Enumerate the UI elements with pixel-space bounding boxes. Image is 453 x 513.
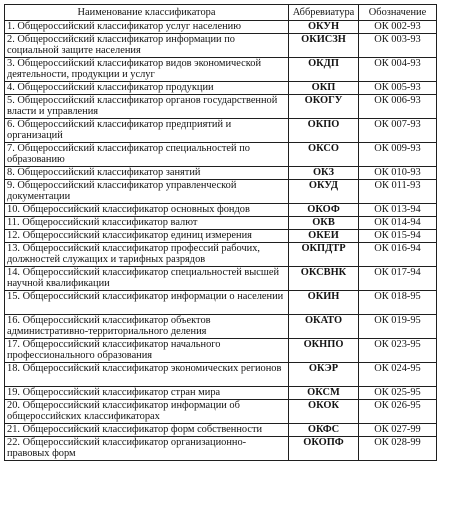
classifier-name-cell: [5, 400, 289, 424]
classifier-designation: ОК 028-99: [359, 437, 437, 461]
classifier-name: Общероссийский классификатор специальностей по образованию: [7, 143, 250, 165]
row-number: 11.: [7, 217, 20, 228]
classifier-designation: ОК 006-93: [359, 95, 437, 119]
classifier-designation: ОК 009-93: [359, 143, 437, 167]
classifier-name: Общероссийский классификатор экономических регионов: [22, 363, 282, 374]
table-row: [5, 387, 437, 400]
classifier-name: Общероссийский классификатор органов государственной власти и управления: [7, 95, 278, 117]
classifier-designation: ОК 013-94: [359, 204, 437, 217]
row-number: 20.: [7, 400, 20, 411]
classifier-designation: ОК 015-94: [359, 230, 437, 243]
classifier-name: Общероссийский классификатор валют: [22, 217, 198, 228]
classifier-name-cell: [5, 243, 289, 267]
classifier-abbreviation: ОКИСЗН: [289, 34, 359, 58]
row-number: 21.: [7, 424, 20, 435]
row-number: 16.: [7, 315, 20, 326]
classifier-designation: ОК 005-93: [359, 82, 437, 95]
classifier-abbreviation: ОКОК: [289, 400, 359, 424]
classifier-table: [4, 4, 437, 461]
row-number: 7.: [7, 143, 15, 154]
classifier-name-cell: [5, 387, 289, 400]
table-row: [5, 291, 437, 315]
classifier-designation: ОК 019-95: [359, 315, 437, 339]
table-row: [5, 400, 437, 424]
classifier-abbreviation: ОКВ: [289, 217, 359, 230]
classifier-abbreviation: ОКЭР: [289, 363, 359, 387]
table-header-row: [5, 5, 437, 21]
row-number: 14.: [7, 267, 20, 278]
classifier-name-cell: [5, 95, 289, 119]
classifier-designation: ОК 026-95: [359, 400, 437, 424]
classifier-name-cell: [5, 82, 289, 95]
classifier-name: Общероссийский классификатор основных фондов: [22, 204, 250, 215]
classifier-designation: ОК 007-93: [359, 119, 437, 143]
classifier-name: Общероссийский классификатор специальностей высшей научной квалификации: [7, 267, 280, 289]
table-row: [5, 339, 437, 363]
classifier-designation: ОК 018-95: [359, 291, 437, 315]
row-number: 17.: [7, 339, 20, 350]
classifier-name: Общероссийский классификатор продукции: [17, 82, 214, 93]
classifier-name-cell: [5, 424, 289, 437]
classifier-designation: ОК 027-99: [359, 424, 437, 437]
row-number: 22.: [7, 437, 20, 448]
classifier-name-cell: [5, 437, 289, 461]
table-row: [5, 119, 437, 143]
table-row: [5, 143, 437, 167]
classifier-abbreviation: ОКОФ: [289, 204, 359, 217]
table-row: [5, 58, 437, 82]
classifier-name-cell: [5, 315, 289, 339]
table-row: [5, 243, 437, 267]
table-row: [5, 230, 437, 243]
table-row: [5, 267, 437, 291]
classifier-designation: ОК 010-93: [359, 167, 437, 180]
classifier-abbreviation: ОКУД: [289, 180, 359, 204]
classifier-abbreviation: ОКДП: [289, 58, 359, 82]
classifier-name-cell: [5, 119, 289, 143]
table-row: [5, 217, 437, 230]
table-row: [5, 424, 437, 437]
classifier-abbreviation: ОКУН: [289, 21, 359, 34]
classifier-name: Общероссийский классификатор профессий рабочих, должностей служащих и тарифных разрядов: [7, 243, 261, 265]
classifier-name-cell: [5, 291, 289, 315]
classifier-designation: ОК 014-94: [359, 217, 437, 230]
classifier-name-cell: [5, 21, 289, 34]
classifier-name-cell: [5, 363, 289, 387]
classifier-abbreviation: ОКПДТР: [289, 243, 359, 267]
classifier-designation: ОК 004-93: [359, 58, 437, 82]
row-number: 1.: [7, 21, 15, 32]
classifier-name: Общероссийский классификатор информации по социальной защите населения: [7, 34, 235, 56]
table-body: [5, 21, 437, 461]
header-abbreviation: Аббревиатура: [289, 5, 359, 21]
row-number: 10.: [7, 204, 20, 215]
row-number: 8.: [7, 167, 15, 178]
classifier-name-cell: [5, 230, 289, 243]
row-number: 18.: [7, 363, 20, 374]
classifier-abbreviation: ОКСМ: [289, 387, 359, 400]
classifier-designation: ОК 003-93: [359, 34, 437, 58]
classifier-name-cell: [5, 180, 289, 204]
row-number: 9.: [7, 180, 15, 191]
header-name: Наименование классификатора: [5, 5, 289, 21]
table-row: [5, 34, 437, 58]
classifier-name-cell: [5, 217, 289, 230]
classifier-designation: ОК 017-94: [359, 267, 437, 291]
table-row: [5, 437, 437, 461]
classifier-designation: ОК 024-95: [359, 363, 437, 387]
classifier-name: Общероссийский классификатор форм собственности: [22, 424, 263, 435]
classifier-abbreviation: ОКОГУ: [289, 95, 359, 119]
row-number: 19.: [7, 387, 20, 398]
row-number: 6.: [7, 119, 15, 130]
classifier-name: Общероссийский классификатор видов экономической деятельности, продукции и услуг: [7, 58, 262, 80]
classifier-name: Общероссийский классификатор объектов административно-территориального деления: [7, 315, 211, 337]
classifier-abbreviation: ОКОПФ: [289, 437, 359, 461]
table-row: [5, 95, 437, 119]
table-row: [5, 204, 437, 217]
classifier-abbreviation: ОКП: [289, 82, 359, 95]
table-row: [5, 167, 437, 180]
row-number: 15.: [7, 291, 20, 302]
classifier-abbreviation: ОКНПО: [289, 339, 359, 363]
row-number: 12.: [7, 230, 20, 241]
classifier-name-cell: [5, 143, 289, 167]
table-row: [5, 21, 437, 34]
classifier-abbreviation: ОКИН: [289, 291, 359, 315]
row-number: 3.: [7, 58, 15, 69]
classifier-name-cell: [5, 267, 289, 291]
row-number: 5.: [7, 95, 15, 106]
classifier-name: Общероссийский классификатор единиц измерения: [22, 230, 252, 241]
row-number: 2.: [7, 34, 15, 45]
header-designation: Обозначение: [359, 5, 437, 21]
classifier-name-cell: [5, 34, 289, 58]
classifier-name-cell: [5, 339, 289, 363]
classifier-abbreviation: ОКЗ: [289, 167, 359, 180]
classifier-name: Общероссийский классификатор стран мира: [22, 387, 221, 398]
classifier-designation: ОК 016-94: [359, 243, 437, 267]
classifier-name-cell: [5, 204, 289, 217]
classifier-name: Общероссийский классификатор организационно-правовых форм: [7, 437, 247, 459]
classifier-designation: ОК 011-93: [359, 180, 437, 204]
classifier-name: Общероссийский классификатор начального профессионального образования: [7, 339, 221, 361]
table-row: [5, 315, 437, 339]
classifier-name: Общероссийский классификатор услуг населению: [17, 21, 241, 32]
classifier-name: Общероссийский классификатор занятий: [17, 167, 201, 178]
row-number: 13.: [7, 243, 20, 254]
classifier-abbreviation: ОКСО: [289, 143, 359, 167]
table-row: [5, 180, 437, 204]
classifier-abbreviation: ОКПО: [289, 119, 359, 143]
classifier-name: Общероссийский классификатор информации о населении: [22, 291, 284, 302]
table-row: [5, 363, 437, 387]
classifier-name: Общероссийский классификатор информации об общероссийских классификаторах: [7, 400, 240, 422]
classifier-name-cell: [5, 58, 289, 82]
table-row: [5, 82, 437, 95]
classifier-abbreviation: ОКФС: [289, 424, 359, 437]
row-number: 4.: [7, 82, 15, 93]
classifier-designation: ОК 025-95: [359, 387, 437, 400]
classifier-abbreviation: ОКЕИ: [289, 230, 359, 243]
classifier-name: Общероссийский классификатор управленческой документации: [7, 180, 237, 202]
classifier-designation: ОК 002-93: [359, 21, 437, 34]
classifier-name-cell: [5, 167, 289, 180]
classifier-designation: ОК 023-95: [359, 339, 437, 363]
classifier-abbreviation: ОКАТО: [289, 315, 359, 339]
classifier-abbreviation: ОКСВНК: [289, 267, 359, 291]
classifier-name: Общероссийский классификатор предприятий и организаций: [7, 119, 232, 141]
